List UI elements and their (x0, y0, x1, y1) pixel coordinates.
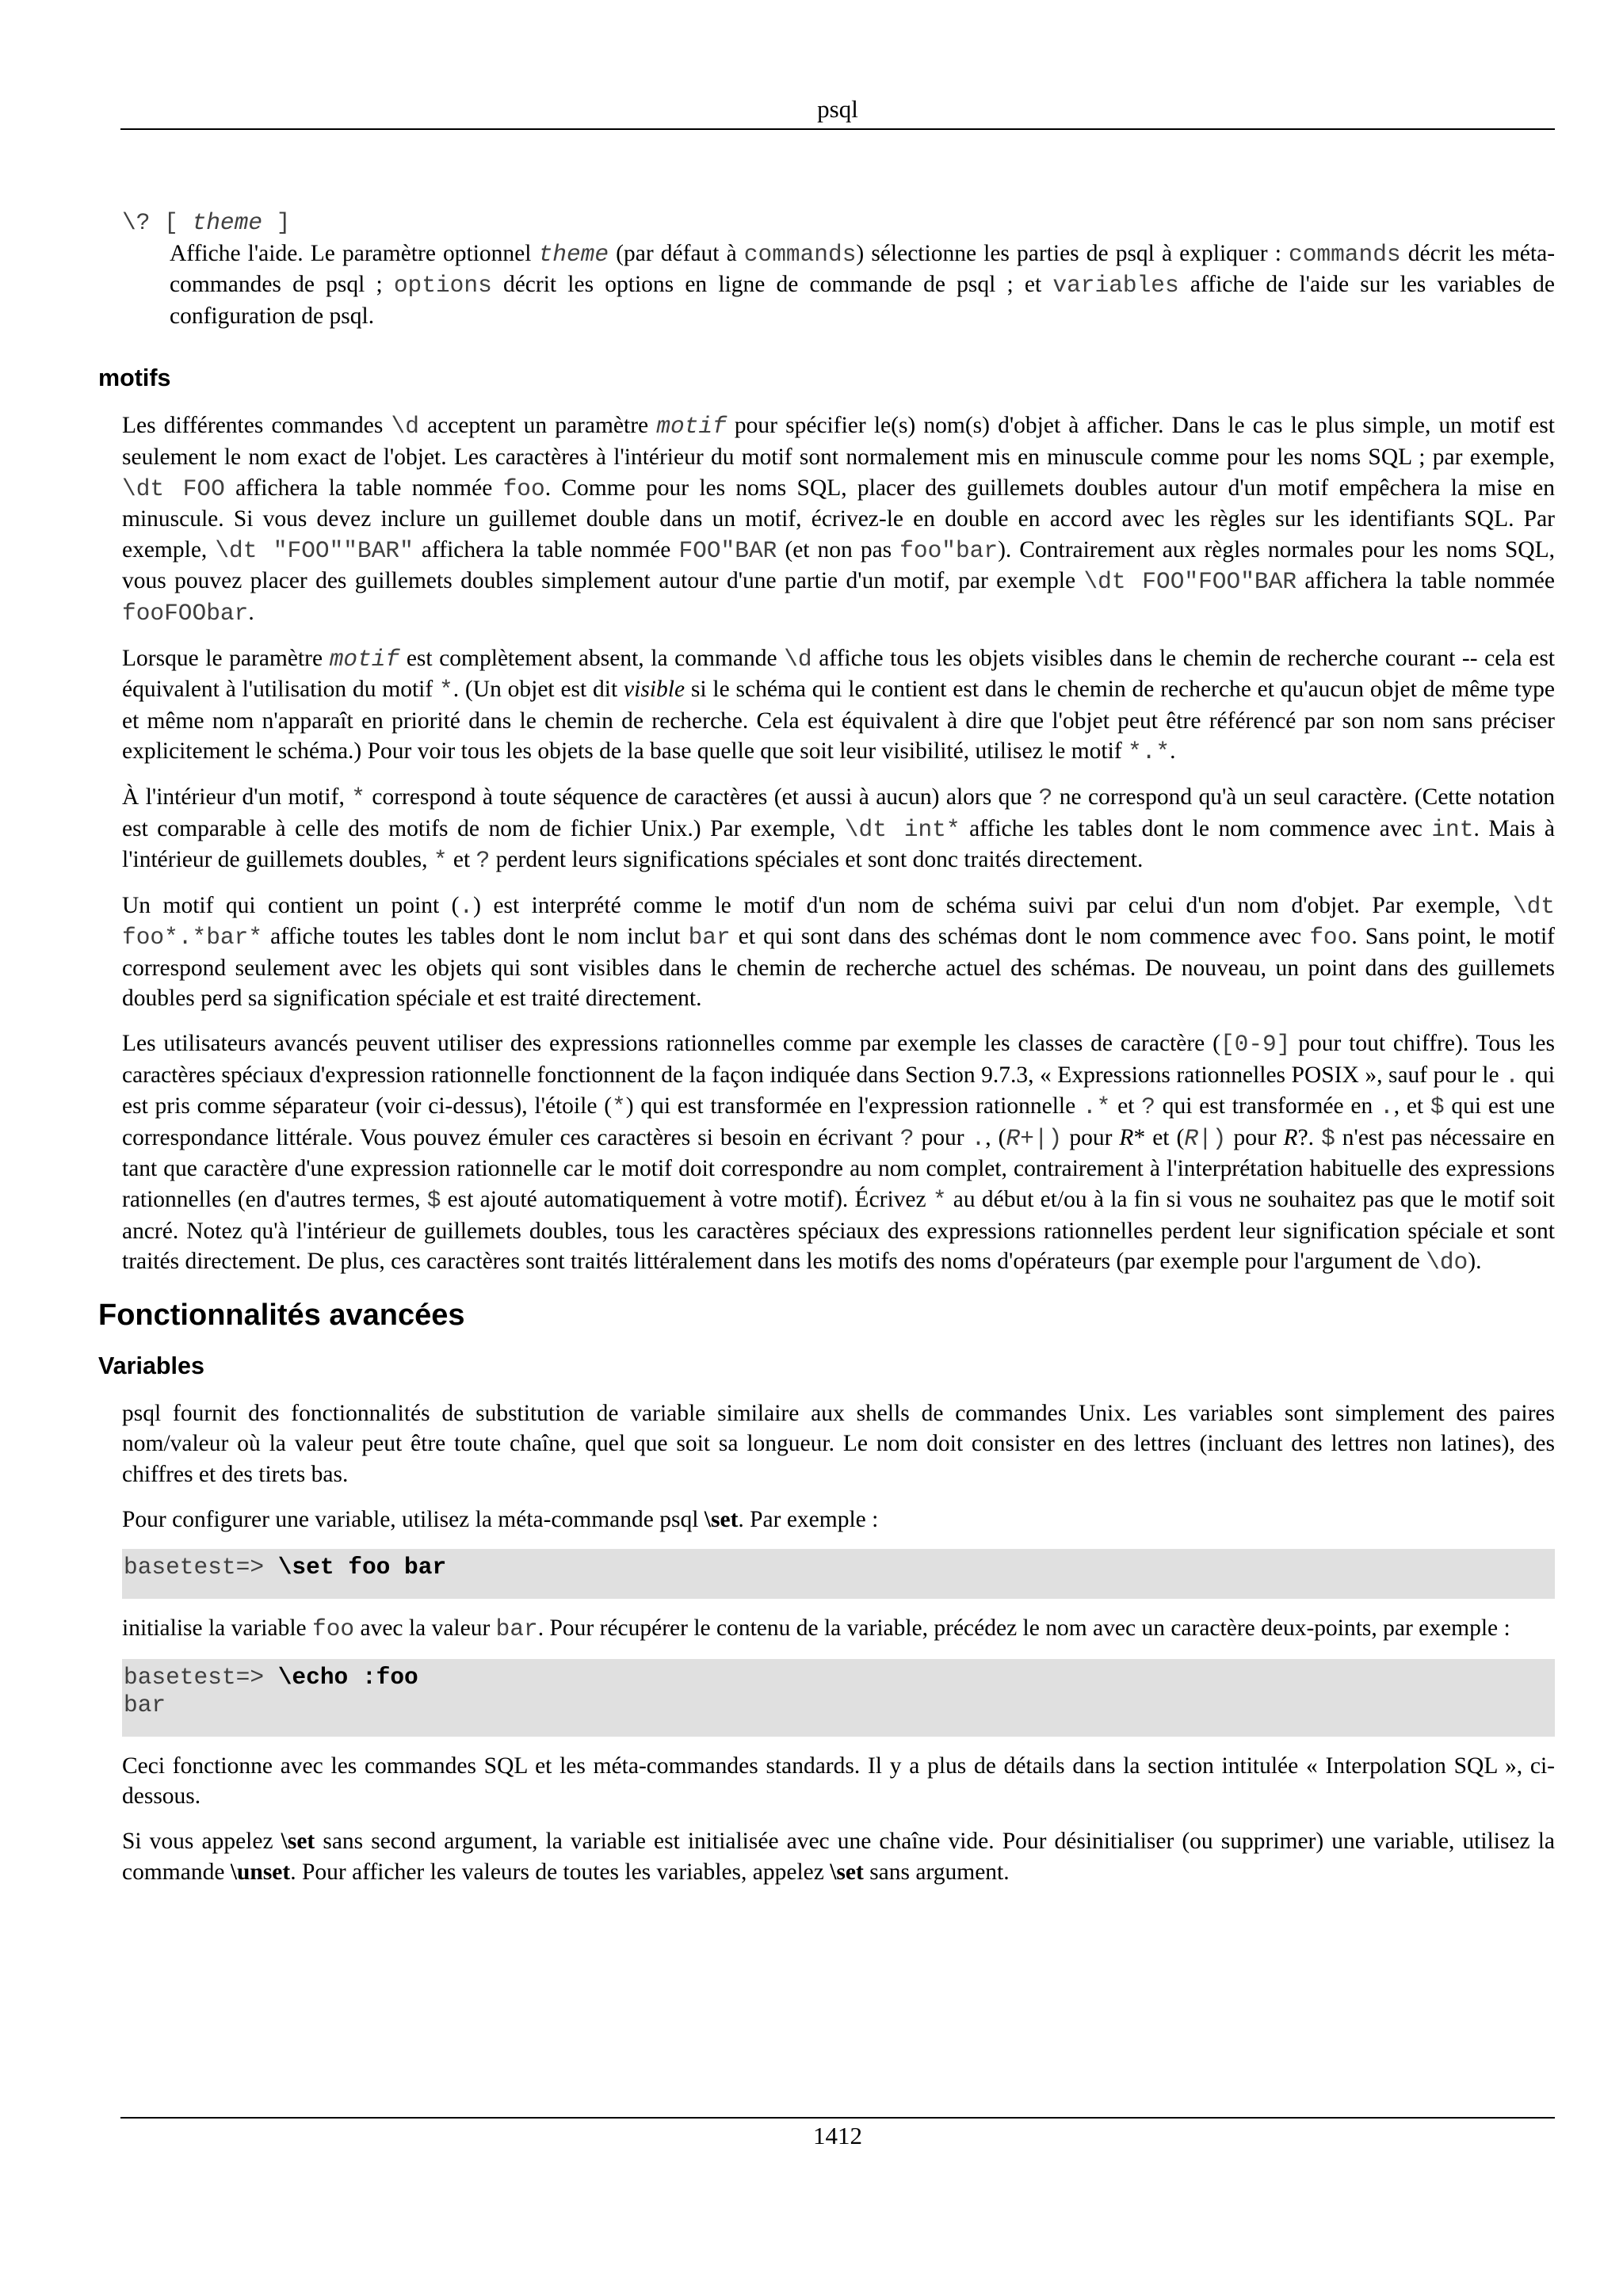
code: \dt int* (844, 815, 960, 843)
code-block-echo (122, 1659, 1555, 1737)
param: R (1283, 1124, 1298, 1150)
help-entry-description (170, 238, 1555, 332)
code: \dt "FOO""BAR" (215, 536, 414, 564)
text: affiche tous les objets visibles dans le chemin de recherche courant -- cela est équivalent à l'utilisation du motif (122, 645, 1555, 703)
variables-paragraph-5 (122, 1826, 1555, 1887)
text: et qui sont dans des schémas dont le nom commence avec (730, 924, 1310, 950)
text: Si vous appelez (122, 1828, 281, 1854)
page-header: psql (120, 93, 1555, 130)
code-prompt: basetest=> (124, 1554, 278, 1581)
code: fooFOObar (122, 599, 249, 627)
code: [0-9] (1220, 1031, 1291, 1058)
motifs-paragraph-1 (122, 410, 1555, 628)
code-command: \echo :foo (277, 1663, 418, 1691)
text: pour (1062, 1124, 1120, 1150)
text: * (1133, 1124, 1146, 1150)
desc-text: affiche de l'aide sur les variables de configuration de psql. (170, 272, 1555, 329)
code: \d (784, 645, 812, 673)
variables-paragraph-4: Ceci fonctionne avec les commandes SQL et les méta-commandes standards. Il y a plus de détails dans la section intitulée « Interpolation SQL », ci-dessous. (122, 1753, 1555, 1810)
code-command: \set foo bar (277, 1554, 447, 1581)
variables-paragraph-2 (122, 1505, 1555, 1535)
text: Pour configurer une variable, utilisez la méta-commande psql (122, 1506, 705, 1532)
text: est complètement absent, la commande (399, 645, 785, 671)
code: |) (1198, 1124, 1227, 1152)
text: est ajouté automatiquement à votre motif). Écrivez (441, 1187, 933, 1213)
text: ) qui est transformée en l'expression rationnelle (625, 1093, 1083, 1119)
motifs-paragraph-3 (122, 782, 1555, 876)
text: . (1308, 1124, 1322, 1150)
code: \do (1426, 1249, 1468, 1276)
variables-paragraph-3 (122, 1613, 1555, 1645)
code: . (971, 1124, 986, 1152)
term-text: \? [ (122, 209, 193, 236)
text: initialise la variable (122, 1615, 313, 1642)
section-heading-motifs: motifs (98, 364, 171, 392)
text: et ( (1145, 1124, 1185, 1150)
desc-text: ) sélectionne les parties de psql à expliquer : (856, 240, 1289, 266)
code: ? (475, 847, 491, 875)
text: qui est une correspondance littérale. Vous pouvez émuler ces caractères si besoin en écrivant (122, 1093, 1555, 1150)
desc-text: décrit les options en ligne de commande de psql ; et (491, 272, 1053, 298)
code-prompt: basetest=> (124, 1663, 278, 1691)
desc-code: options (393, 272, 492, 299)
motifs-paragraph-2 (122, 643, 1555, 768)
desc-code: commands (743, 240, 857, 268)
desc-code: commands (1289, 240, 1401, 268)
text: avec la valeur (354, 1615, 496, 1642)
code: foo (312, 1615, 355, 1643)
text: n'est pas nécessaire en tant que caractère d'une expression rationnelle car le motif doit correspondre au nom complet, contrairement à l'interprétation habituelle des expressions rationnelles (en d'autres termes, (122, 1124, 1556, 1213)
code: \dt FOO (122, 475, 225, 502)
desc-code: variables (1052, 272, 1179, 299)
param: R (1006, 1124, 1021, 1152)
text: acceptent un paramètre (418, 413, 657, 439)
text: Un motif qui contient un point ( (122, 892, 460, 918)
code: . (1505, 1062, 1519, 1089)
text: . Sans point, le motif correspond seulement avec les objets qui sont visibles dans le chemin de recherche actuel des schémas. De nouveau, un point dans des guillemets doubles perd sa signification spéciale et est traité directement. (122, 924, 1556, 1012)
code: $ (1430, 1093, 1445, 1121)
desc-code: theme (538, 240, 609, 268)
code: * (439, 677, 453, 704)
page-number: 1412 (813, 2122, 862, 2149)
section-heading-advanced: Fonctionnalités avancées (98, 1298, 465, 1332)
code: * (433, 847, 448, 875)
command: \set (704, 1506, 739, 1532)
text: sans argument. (863, 1859, 1010, 1885)
text: ). (1468, 1249, 1482, 1275)
text: correspond à toute séquence de caractères (et aussi à aucun) alors que (365, 784, 1039, 810)
code: * (932, 1187, 947, 1215)
text: pour spécifier le(s) nom(s) d'objet à afficher. Dans le cas le plus simple, un motif est seulement le nom exact de l'objet. Les caractères à l'intérieur du motif sont normalement mis en minuscule comme pour les noms SQL ; par exemple, (122, 413, 1555, 470)
text: si le schéma qui le contient est dans le chemin de recherche et qu'aucun objet de même type et même nom n'apparaît en priorité dans le chemin de recherche. Cela est équivalent à dire que l'objet peut être référencé par son nom sans préciser explicitement le schéma.) Pour voir tous les objets de la base quelle que soit leur visibilité, utilisez le motif (122, 677, 1556, 765)
code: * (612, 1093, 626, 1121)
text: , et (1393, 1093, 1430, 1119)
text: À l'intérieur d'un motif, (122, 784, 352, 810)
text: , ( (985, 1124, 1006, 1150)
param: R (1184, 1124, 1199, 1152)
subsection-heading-variables: Variables (98, 1352, 204, 1379)
code: +|) (1020, 1124, 1063, 1152)
variables-paragraph-1: psql fournit des fonctionnalités de substitution de variable similaire aux shells de commandes Unix. Les variables sont simplement des paires nom/valeur où la valeur peut être toute chaîne, quel que soit sa longueur. Le nom doit consister en des lettres (incluant des lettres non latines), des chiffres et des tirets bas. (122, 1400, 1555, 1487)
text: au début et/ou à la fin si vous ne souhaitez pas que le motif soit ancré. Notez qu'à l'intérieur de guillemets doubles, tous les caractères spéciaux des expressions rationnelles perdent leur signification spéciale et sont traités directement. De plus, ces caractères sont traités littéralement dans les motifs des noms d'opérateurs (par exemple pour l'argument de (122, 1187, 1555, 1275)
text: qui est pris comme séparateur (voir ci-dessus), l'étoile ( (122, 1062, 1555, 1119)
param: R (1119, 1124, 1134, 1150)
text: Les utilisateurs avancés peuvent utiliser des expressions rationnelles comme par exemple les classes de caractère ( (122, 1031, 1220, 1057)
text: (et non pas (777, 536, 900, 563)
text: pour (1226, 1124, 1284, 1150)
term-param: theme (192, 209, 263, 236)
text: . Comme pour les noms SQL, placer des guillemets doubles autour d'un motif empêchera la mise en minuscule. Si vous devez inclure un guillemet double dans un motif, écrivez-le en double en accord avec les règles sur les identifiants SQL. Par exemple, (122, 475, 1555, 563)
text: . (1170, 738, 1176, 765)
text: ) est interprété comme le motif d'un nom de schéma suivi par celui d'un nom d'objet. Par exemple, (473, 892, 1513, 918)
code: * (351, 784, 365, 811)
text: et (447, 847, 476, 873)
text: ). Contrairement aux règles normales pour les noms SQL, vous pouvez placer des guillemets doubles simplement autour d'une partie d'un motif, par exemple (122, 536, 1555, 594)
text: ? (1297, 1124, 1308, 1150)
desc-text: Affiche l'aide. Le paramètre optionnel (170, 240, 539, 266)
code: ? (899, 1124, 915, 1152)
code: \dt foo*.*bar* (122, 892, 1555, 952)
text: et (1110, 1093, 1142, 1119)
text: affiche toutes les tables dont le nom inclut (262, 924, 689, 950)
page-content (98, 208, 1555, 1901)
command: \set (281, 1828, 315, 1854)
footer-divider (120, 2117, 1555, 2119)
text: . Par exemple : (738, 1506, 879, 1532)
text: affiche les tables dont le nom commence avec (960, 815, 1432, 841)
text: . Mais à l'intérieur de guillemets doubles, (122, 815, 1556, 873)
help-entry-term (122, 208, 1555, 238)
code: foo"bar (899, 536, 999, 564)
code: . (1379, 1093, 1394, 1121)
code: . (459, 892, 474, 920)
text: . Pour afficher les valeurs de toutes les variables, appelez (290, 1859, 831, 1885)
text: . (248, 599, 254, 625)
text: qui est transformée en (1155, 1093, 1380, 1119)
code: bar (495, 1615, 538, 1643)
text: affichera la table nommée (224, 475, 503, 501)
motifs-paragraph-5 (122, 1028, 1555, 1278)
code: *.* (1128, 738, 1170, 766)
text: . Pour récupérer le contenu de la variable, précédez le nom avec un caractère deux-points, par exemple : (537, 1615, 1510, 1642)
text: ne correspond qu'à un seul caractère. (Cette notation est comparable à celle des motifs de nom de fichier Unix.) Par exemple, (122, 784, 1555, 841)
text: . (Un objet est dit (453, 677, 624, 703)
code: ? (1038, 784, 1053, 811)
command: \set (830, 1859, 864, 1885)
code: .* (1082, 1093, 1111, 1121)
code: $ (426, 1187, 441, 1215)
param: motif (656, 413, 727, 441)
param: motif (329, 645, 400, 673)
code: \dt FOO"FOO"BAR (1083, 568, 1297, 596)
emphasis: visible (624, 677, 685, 703)
text: sans second argument, la variable est initialisée avec une chaîne vide. Pour désinitialiser (ou supprimer) une variable, utilisez la commande (122, 1828, 1555, 1885)
term-end: ] (262, 209, 291, 236)
code: $ (1321, 1124, 1335, 1152)
code: \d (391, 413, 419, 441)
code-block-set (122, 1549, 1555, 1599)
code: foo (1309, 924, 1352, 952)
code: int (1431, 815, 1474, 843)
motifs-paragraph-4 (122, 891, 1555, 1014)
desc-text: décrit les méta-commandes de psql ; (170, 240, 1556, 298)
command: \unset (230, 1859, 291, 1885)
text: pour (914, 1124, 972, 1150)
text: affichera la table nommée (1296, 568, 1555, 594)
text: pour tout chiffre). Tous les caractères spéciaux d'expression rationnelle fonctionnent de la façon indiquée dans Section 9.7.3, « Expressions rationnelles POSIX », sauf pour le (122, 1031, 1555, 1088)
code: foo (502, 475, 545, 502)
text: perdent leurs significations spéciales et sont donc traités directement. (490, 847, 1144, 873)
text: affichera la table nommée (413, 536, 679, 563)
code: bar (688, 924, 731, 952)
code-output: bar (124, 1691, 166, 1718)
text: Lorsque le paramètre (122, 645, 330, 671)
desc-text: (par défaut à (609, 240, 744, 266)
text: Les différentes commandes (122, 413, 391, 439)
code: ? (1141, 1093, 1155, 1121)
code: FOO"BAR (678, 536, 777, 564)
